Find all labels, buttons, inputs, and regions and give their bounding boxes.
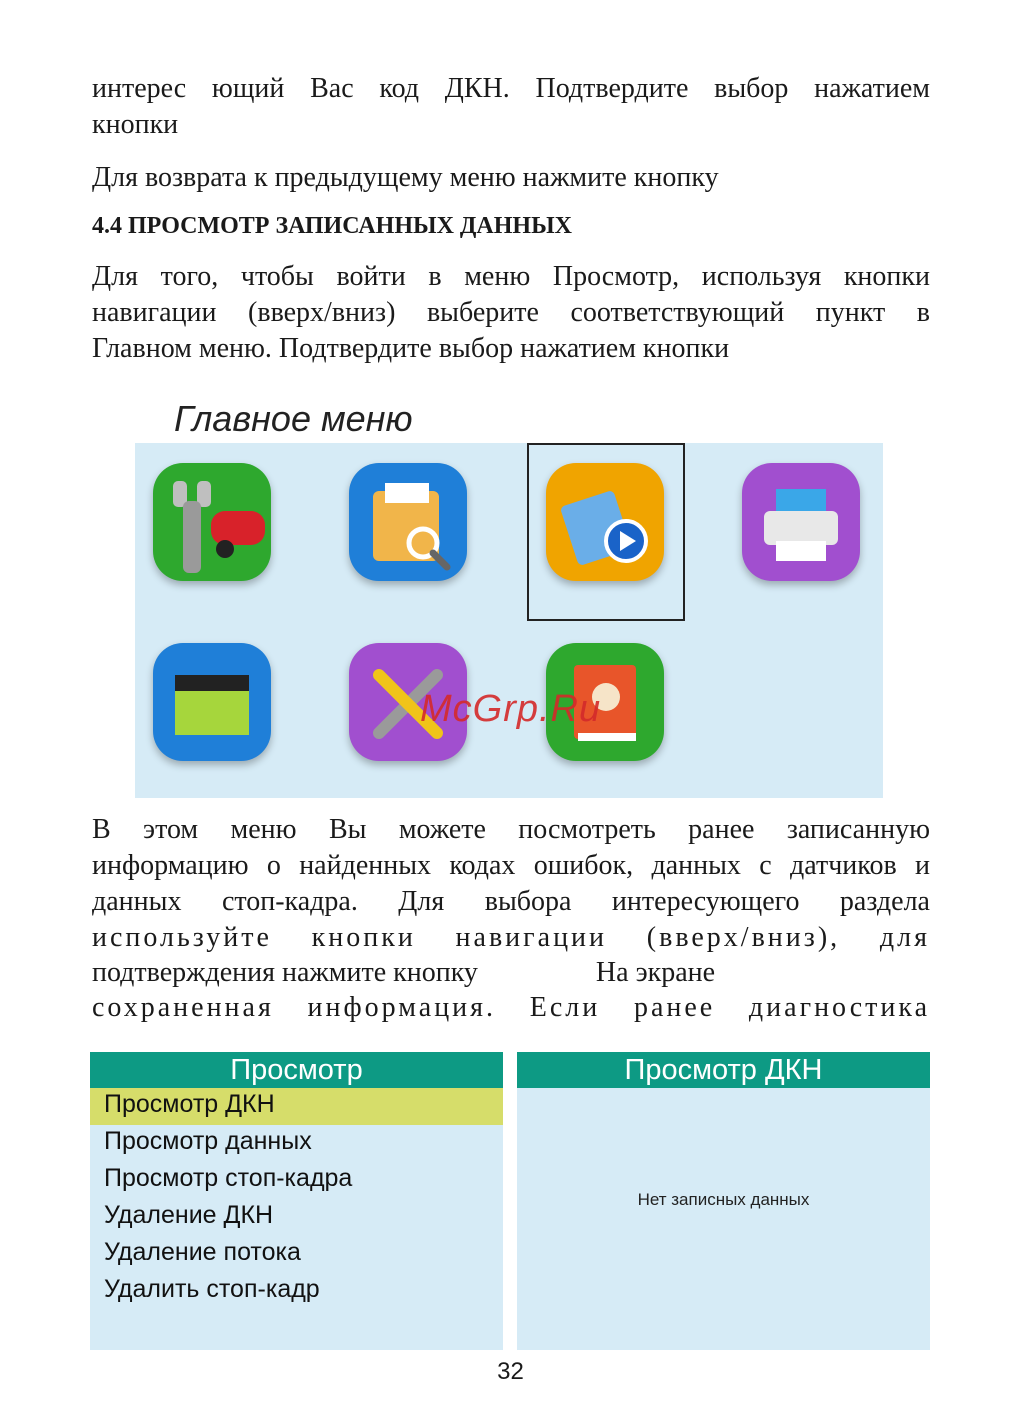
view-menu-item-freeze-frame[interactable]: Просмотр стоп-кадра — [104, 1164, 353, 1192]
page-number: 32 — [497, 1358, 524, 1385]
paragraph-line: кнопки — [92, 109, 179, 140]
diagnostics-icon[interactable] — [153, 463, 271, 581]
paragraph-line: интерес ющий Вас код ДКН. Подтвердите выбор нажатием — [92, 73, 930, 104]
paragraph-fragment: подтверждения нажмите кнопку — [92, 957, 478, 988]
view-dtc-screen — [517, 1052, 930, 1350]
paragraph-line: информацию о найденных кодах ошибок, данных с датчиков и — [92, 850, 930, 881]
paragraph-line: Главном меню. Подтвердите выбор нажатием кнопки — [92, 333, 730, 364]
view-menu-item-delete-freeze-frame[interactable]: Удалить стоп-кадр — [104, 1275, 320, 1303]
paragraph-line: используйте кнопки навигации (вверх/вниз), для — [92, 922, 930, 953]
paragraph-line: данных стоп-кадра. Для выбора интересующего раздела — [92, 886, 930, 917]
view-menu-item-data[interactable]: Просмотр данных — [104, 1127, 312, 1155]
view-menu-title: Просмотр — [90, 1052, 503, 1088]
view-menu-screen — [90, 1052, 503, 1350]
paragraph-fragment: На экране — [595, 957, 716, 988]
view-dtc-title: Просмотр ДКН — [517, 1052, 930, 1088]
view-menu-item-delete-dtc[interactable]: Удаление ДКН — [104, 1201, 274, 1229]
paragraph-line: В этом меню Вы можете посмотреть ранее записанную — [92, 814, 930, 845]
no-data-message: Нет записных данных — [637, 1190, 810, 1209]
main-menu-panel — [135, 443, 883, 798]
watermark: McGrp.Ru — [420, 688, 602, 730]
paragraph-line — [92, 955, 930, 991]
section-heading: 4.4 ПРОСМОТР ЗАПИСАННЫХ ДАННЫХ — [92, 213, 572, 239]
selection-frame — [527, 443, 685, 621]
main-menu-title: Главное меню — [174, 398, 413, 439]
search-folder-icon[interactable] — [349, 463, 467, 581]
printer-icon[interactable] — [742, 463, 860, 581]
battery-icon[interactable] — [153, 643, 271, 761]
paragraph-line: Для возврата к предыдущему меню нажмите кнопку — [92, 162, 719, 193]
paragraph-line: Для того, чтобы войти в меню Просмотр, используя кнопки — [92, 261, 930, 292]
paragraph-line: навигации (вверх/вниз) выберите соответствующий пункт в — [92, 297, 930, 328]
view-menu-list — [90, 1088, 503, 1310]
view-menu-item-delete-stream[interactable]: Удаление потока — [104, 1238, 301, 1266]
view-menu-item-dtc[interactable]: Просмотр ДКН — [90, 1088, 503, 1125]
paragraph-line: сохраненная информация. Если ранее диагностика — [92, 992, 930, 1023]
